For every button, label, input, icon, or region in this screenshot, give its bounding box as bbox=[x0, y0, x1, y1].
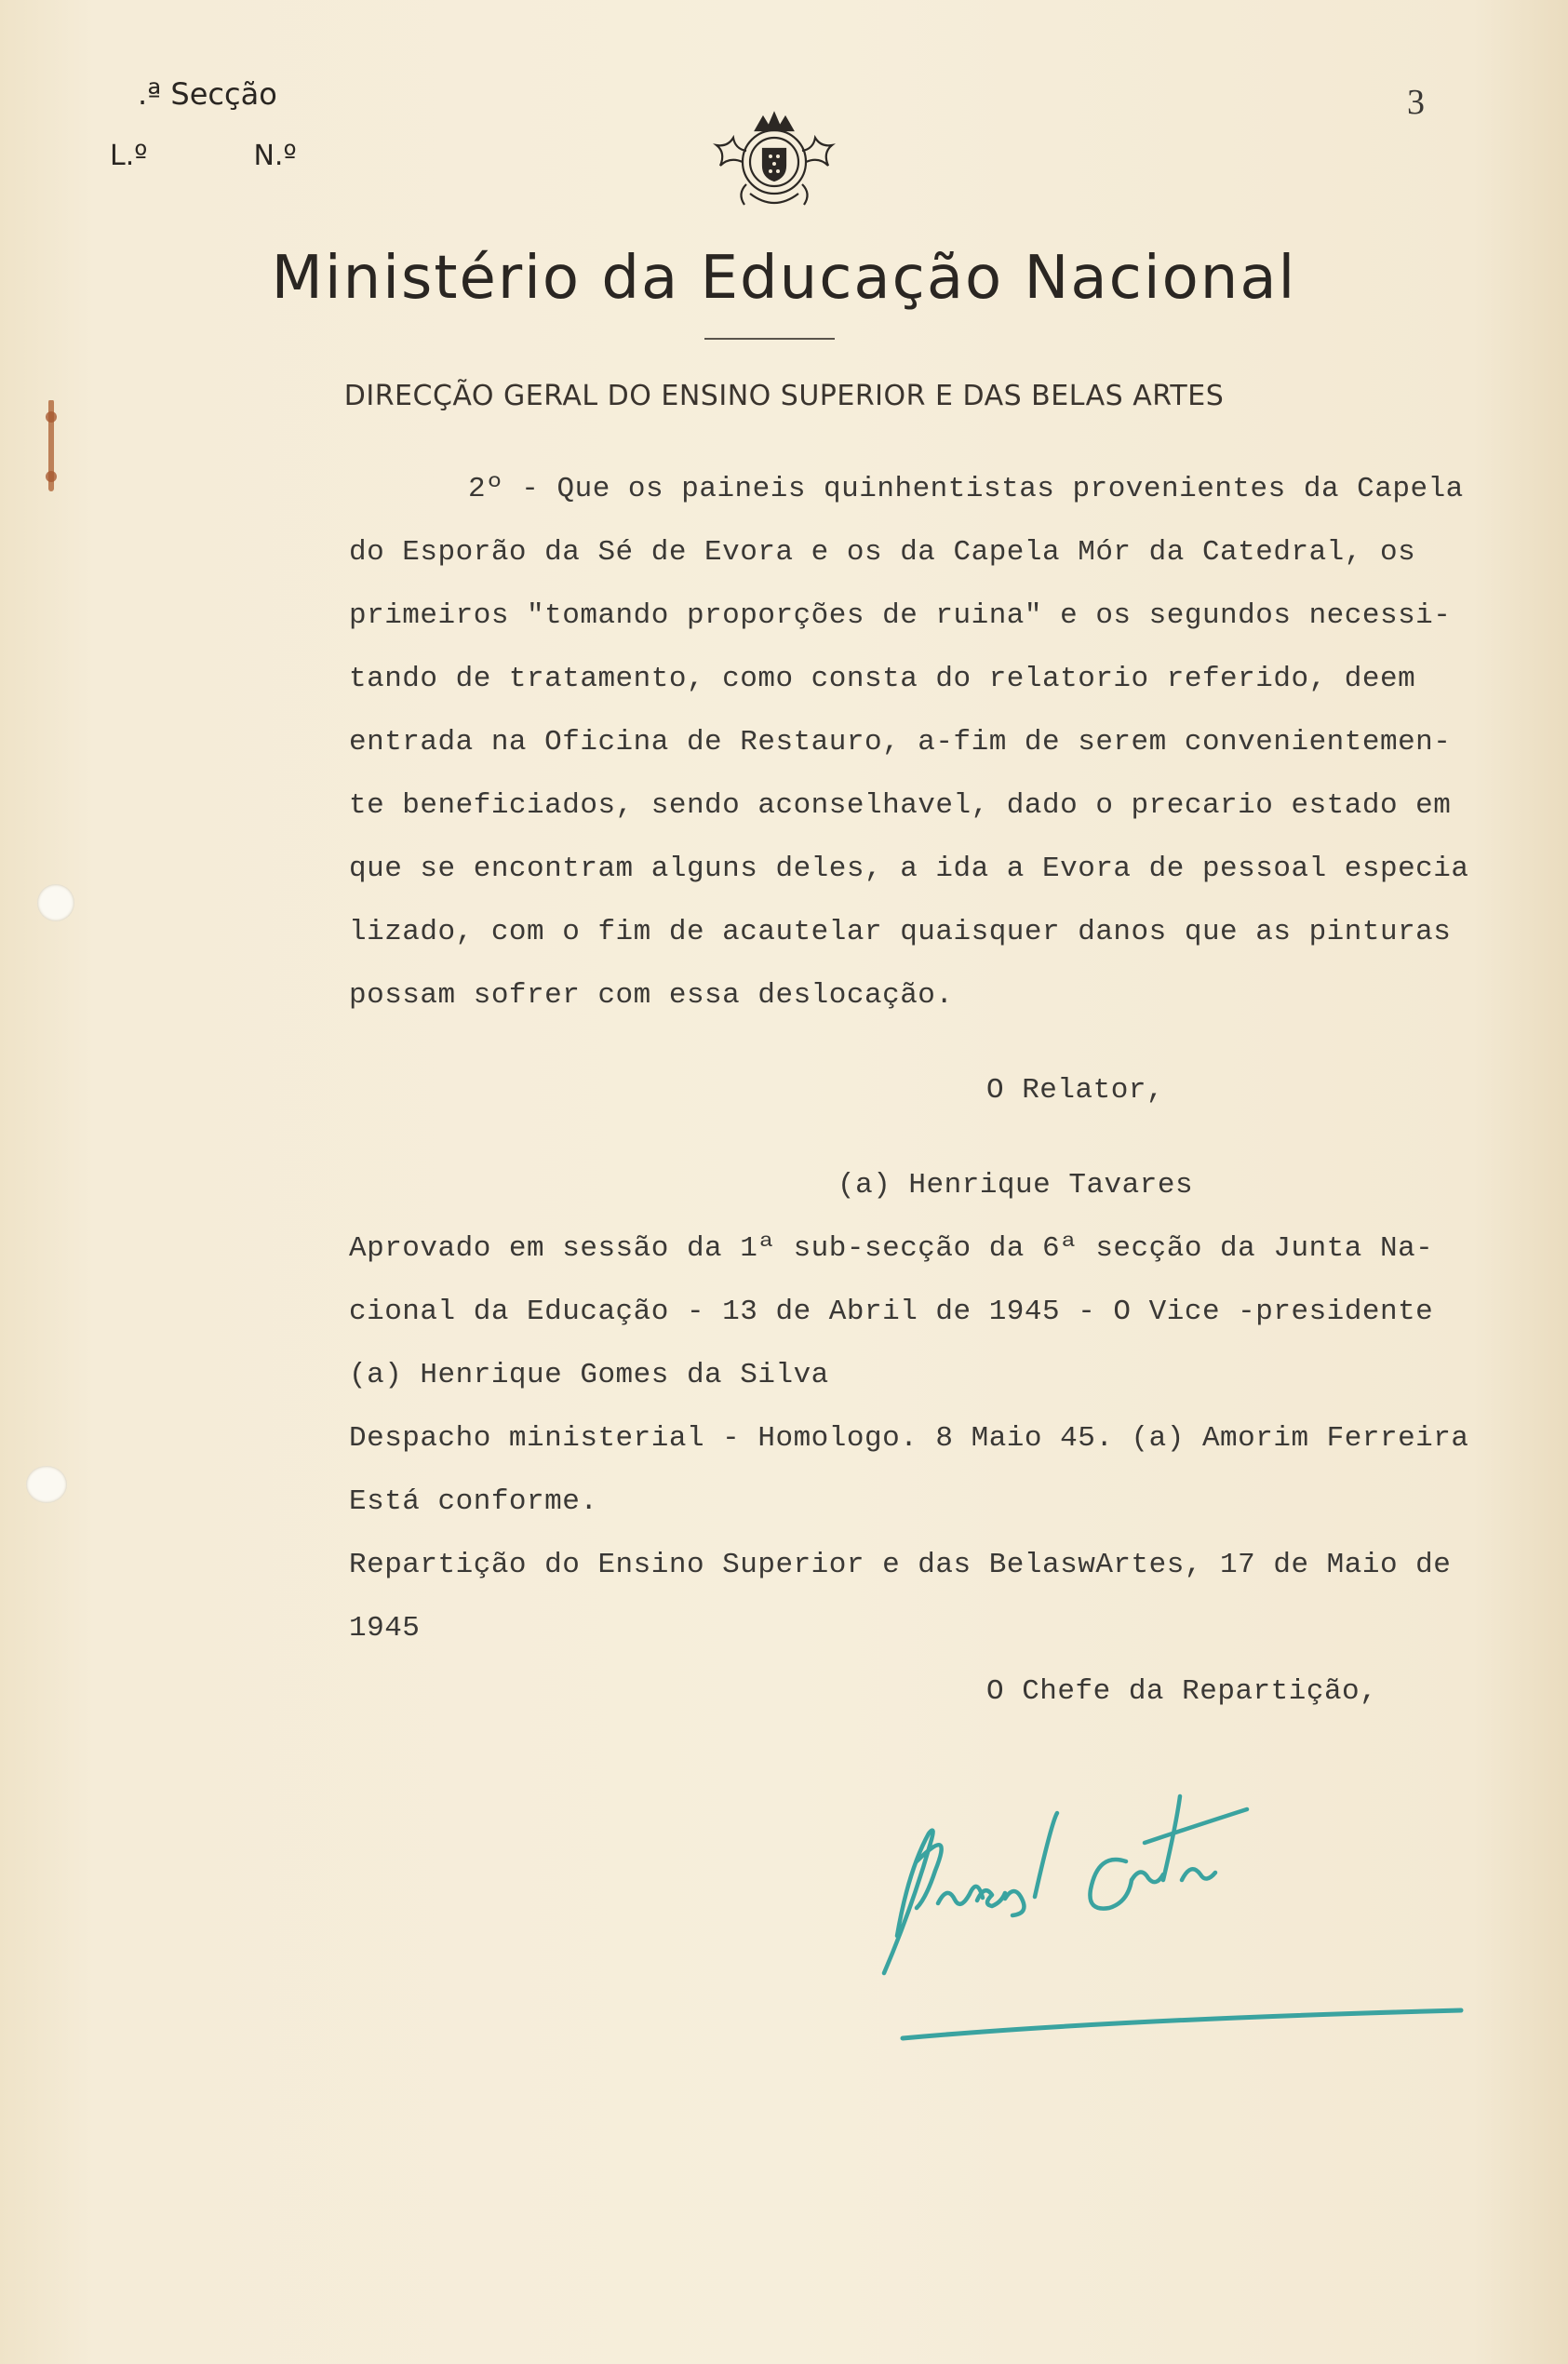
body-line: possam sofrer com essa deslocação. bbox=[349, 979, 954, 1012]
approval-line: Está conforme. bbox=[349, 1485, 598, 1518]
title-divider bbox=[704, 338, 835, 340]
body-line: do Esporão da Sé de Evora e os da Capela Mór da Catedral, os bbox=[349, 536, 1416, 569]
body-line: te beneficiados, sendo aconselhavel, dado o precario estado em bbox=[349, 789, 1452, 822]
relator-name: (a) Henrique Tavares bbox=[838, 1169, 1194, 1202]
body-line: 2º - Que os paineis quinhentistas provenientes da Capela bbox=[468, 473, 1464, 505]
seccao-label: .ª Secção bbox=[138, 76, 277, 112]
punch-hole-bottom bbox=[26, 1466, 67, 1503]
body-line: primeiros "tomando proporções de ruina" e os segundos necessi- bbox=[349, 599, 1452, 632]
approval-line: Aprovado em sessão da 1ª sub-secção da 6ª secção da Junta Na- bbox=[349, 1232, 1434, 1265]
approval-line: 1945 bbox=[349, 1612, 421, 1645]
relator-label: O Relator, bbox=[986, 1074, 1165, 1107]
body-line: lizado, com o fim de acautelar quaisquer danos que as pinturas bbox=[349, 916, 1452, 948]
staple-mark-icon bbox=[45, 400, 58, 493]
ministry-title: Ministério da Educação Nacional bbox=[271, 244, 1297, 313]
approval-line: cional da Educação - 13 de Abril de 1945 - O Vice -presidente bbox=[349, 1296, 1434, 1328]
ln-labels bbox=[110, 140, 297, 172]
page-number: 3 bbox=[1407, 83, 1425, 122]
body-line: entrada na Oficina de Restauro, a-fim de serem convenientemen- bbox=[349, 726, 1452, 759]
n-label: N.º bbox=[253, 140, 297, 172]
body-line: tando de tratamento, como consta do relatorio referido, deem bbox=[349, 663, 1416, 695]
coat-of-arms-icon bbox=[709, 110, 839, 210]
chefe-label: O Chefe da Repartição, bbox=[986, 1675, 1378, 1708]
signature-image bbox=[865, 1740, 1498, 2057]
direccao-heading: DIRECÇÃO GERAL DO ENSINO SUPERIOR E DAS BELAS ARTES bbox=[343, 380, 1225, 412]
l-label: L.º bbox=[110, 140, 148, 172]
body-line: que se encontram alguns deles, a ida a Evora de pessoal especia bbox=[349, 853, 1469, 885]
approval-line: (a) Henrique Gomes da Silva bbox=[349, 1359, 829, 1391]
approval-line: Despacho ministerial - Homologo. 8 Maio 45. (a) Amorim Ferreira bbox=[349, 1422, 1469, 1455]
approval-line: Repartição do Ensino Superior e das BelaswArtes, 17 de Maio de bbox=[349, 1549, 1452, 1581]
body-text bbox=[349, 473, 1521, 1708]
punch-hole-top bbox=[37, 884, 74, 921]
